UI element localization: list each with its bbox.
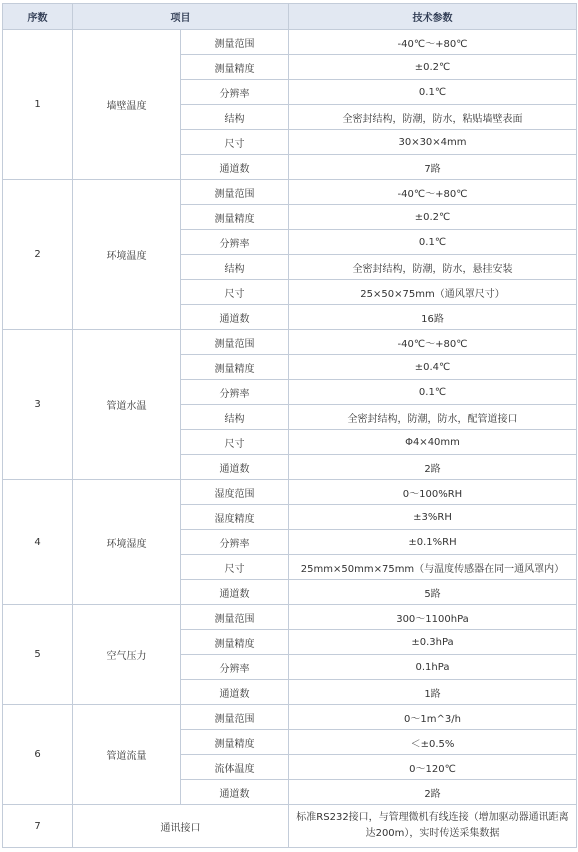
param-value-cell: 全密封结构，防潮，防水，悬挂安装	[289, 255, 577, 280]
param-value-cell: 16路	[289, 305, 577, 330]
param-name-cell: 通道数	[181, 305, 289, 330]
param-value-cell: 25mm×50mm×75mm（与温度传感器在同一通风罩内）	[289, 555, 577, 580]
param-name-cell: 通道数	[181, 155, 289, 180]
param-value-cell: 全密封结构，防潮，防水，粘贴墙壁表面	[289, 105, 577, 130]
param-value-cell: ±0.2℃	[289, 205, 577, 230]
param-name-cell: 湿度精度	[181, 505, 289, 530]
param-name-cell: 通道数	[181, 455, 289, 480]
item-cell: 空气压力	[73, 605, 181, 705]
param-value-cell: 0～100%RH	[289, 480, 577, 505]
param-value-cell: 0.1℃	[289, 230, 577, 255]
param-name-cell: 湿度范围	[181, 480, 289, 505]
serial-cell: 2	[3, 180, 73, 330]
param-name-cell: 尺寸	[181, 555, 289, 580]
item-cell: 通讯接口	[73, 805, 289, 848]
param-name-cell: 测量范围	[181, 180, 289, 205]
param-value-cell: 2路	[289, 780, 577, 805]
param-name-cell: 结构	[181, 105, 289, 130]
param-value-cell: 5路	[289, 580, 577, 605]
param-name-cell: 测量精度	[181, 205, 289, 230]
param-name-cell: 流体温度	[181, 755, 289, 780]
param-name-cell: 通道数	[181, 680, 289, 705]
item-cell: 环境湿度	[73, 480, 181, 605]
param-name-cell: 测量精度	[181, 730, 289, 755]
table-row	[3, 480, 577, 505]
param-name-cell: 测量范围	[181, 330, 289, 355]
param-name-cell: 尺寸	[181, 430, 289, 455]
param-value-cell: 7路	[289, 155, 577, 180]
param-value-cell: 300～1100hPa	[289, 605, 577, 630]
param-name-cell: 分辨率	[181, 380, 289, 405]
param-value-cell: 全密封结构，防潮，防水，配管道接口	[289, 405, 577, 430]
param-value-cell: ±3%RH	[289, 505, 577, 530]
param-value-cell: 0～120℃	[289, 755, 577, 780]
item-cell: 环境温度	[73, 180, 181, 330]
param-name-cell: 测量范围	[181, 30, 289, 55]
param-name-cell: 测量精度	[181, 355, 289, 380]
param-name-cell: 分辨率	[181, 655, 289, 680]
param-value-cell: 标准RS232接口，与管理微机有线连接（增加驱动器通讯距离达200m），实时传送采集数据	[289, 805, 577, 848]
serial-cell: 4	[3, 480, 73, 605]
param-value-cell: -40℃～+80℃	[289, 180, 577, 205]
serial-cell: 1	[3, 30, 73, 180]
param-name-cell: 测量精度	[181, 630, 289, 655]
param-value-cell: 1路	[289, 680, 577, 705]
param-name-cell: 结构	[181, 405, 289, 430]
param-name-cell: 测量范围	[181, 605, 289, 630]
table-body	[3, 30, 577, 848]
table-row	[3, 30, 577, 55]
table-header-row	[3, 4, 577, 30]
param-value-cell: 0.1℃	[289, 80, 577, 105]
param-value-cell: 0～1m^3/h	[289, 705, 577, 730]
table-row	[3, 805, 577, 848]
param-value-cell: ＜±0.5%	[289, 730, 577, 755]
param-value-cell: -40℃～+80℃	[289, 30, 577, 55]
table-row	[3, 330, 577, 355]
param-value-cell: 2路	[289, 455, 577, 480]
param-name-cell: 结构	[181, 255, 289, 280]
param-name-cell: 测量范围	[181, 705, 289, 730]
param-value-cell: ±0.3hPa	[289, 630, 577, 655]
param-value-cell: ±0.4℃	[289, 355, 577, 380]
header-item: 项目	[73, 4, 289, 30]
param-name-cell: 通道数	[181, 580, 289, 605]
table-row	[3, 605, 577, 630]
item-cell: 管道流量	[73, 705, 181, 805]
table-row	[3, 180, 577, 205]
param-value-cell: -40℃～+80℃	[289, 330, 577, 355]
serial-cell: 6	[3, 705, 73, 805]
item-cell: 管道水温	[73, 330, 181, 480]
param-value-cell: ±0.2℃	[289, 55, 577, 80]
header-tech-params: 技术参数	[289, 4, 577, 30]
param-value-cell: 30×30×4mm	[289, 130, 577, 155]
param-name-cell: 测量精度	[181, 55, 289, 80]
param-value-cell: 0.1hPa	[289, 655, 577, 680]
param-value-cell: 25×50×75mm（通风罩尺寸）	[289, 280, 577, 305]
param-value-cell: Φ4×40mm	[289, 430, 577, 455]
param-name-cell: 尺寸	[181, 130, 289, 155]
param-name-cell: 尺寸	[181, 280, 289, 305]
serial-cell: 7	[3, 805, 73, 848]
param-value-cell: ±0.1%RH	[289, 530, 577, 555]
serial-cell: 5	[3, 605, 73, 705]
param-name-cell: 分辨率	[181, 530, 289, 555]
param-name-cell: 通道数	[181, 780, 289, 805]
header-serial: 序数	[3, 4, 73, 30]
item-cell: 墙壁温度	[73, 30, 181, 180]
serial-cell: 3	[3, 330, 73, 480]
spec-table	[2, 3, 577, 848]
table-row	[3, 705, 577, 730]
param-value-cell: 0.1℃	[289, 380, 577, 405]
param-name-cell: 分辨率	[181, 80, 289, 105]
param-name-cell: 分辨率	[181, 230, 289, 255]
